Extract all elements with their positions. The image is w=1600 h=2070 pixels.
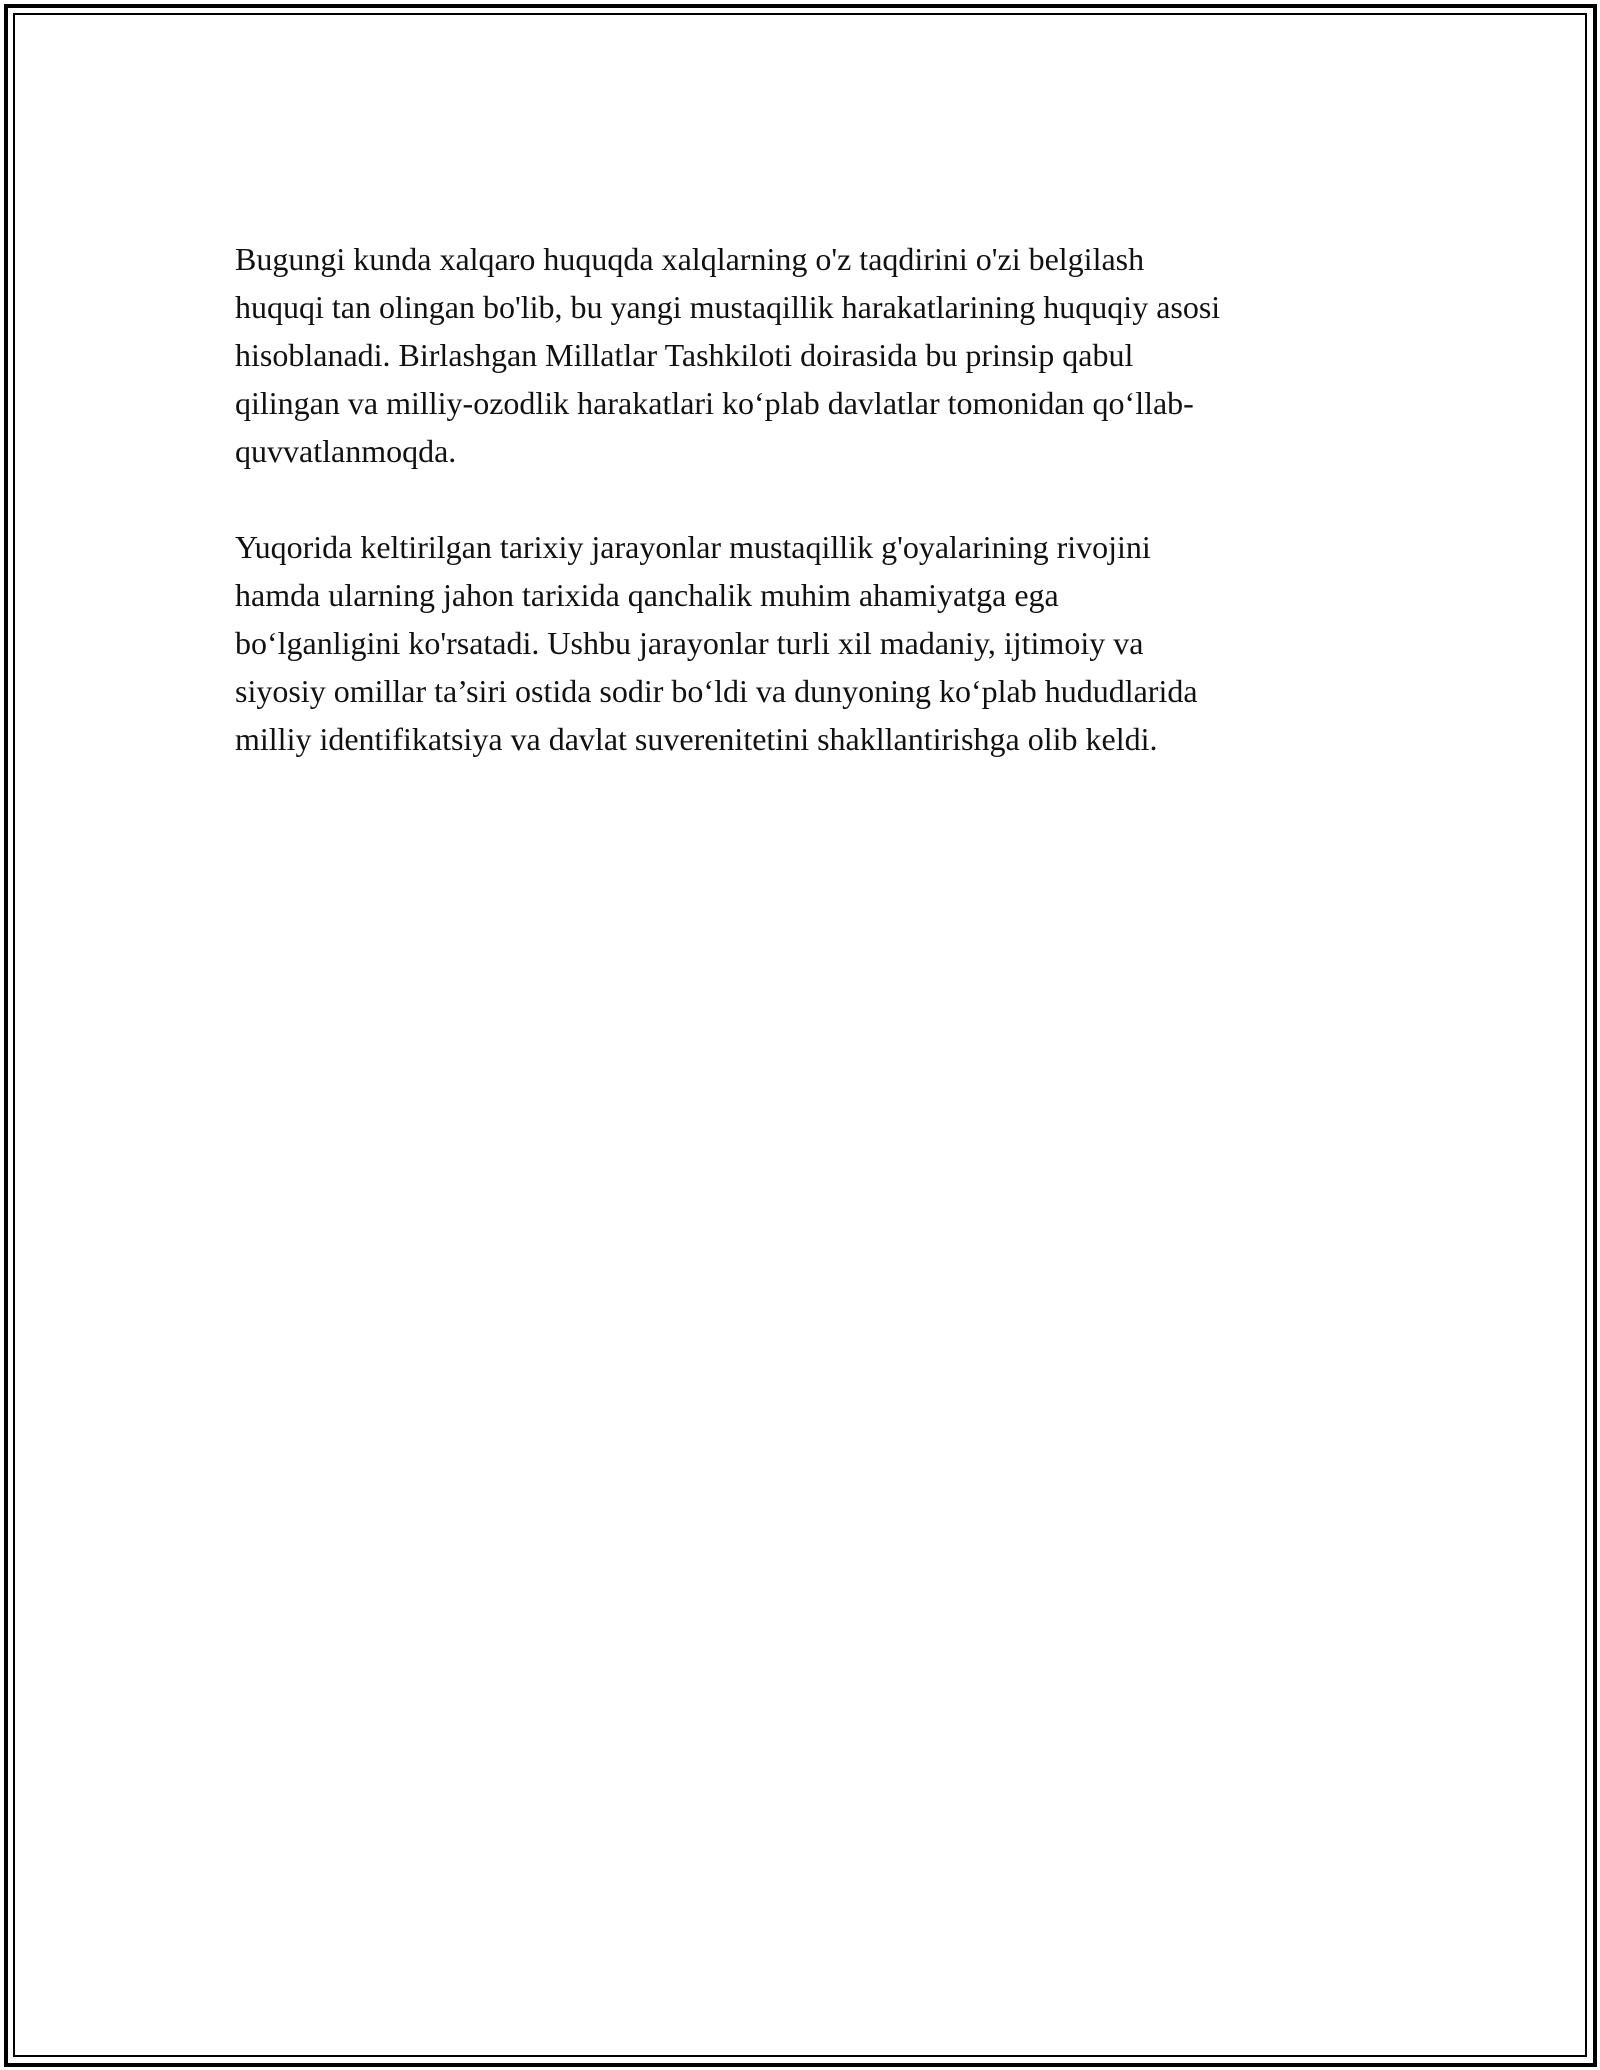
text-line: Bugungi kunda xalqaro huquqda xalqlarning o'z taqdirini o'zi belgilash bbox=[235, 241, 1145, 277]
text-line: huquqi tan olingan bo'lib, bu yangi mustaqillik harakatlarining huquqiy asosi bbox=[235, 289, 1221, 325]
text-line: bo‘lganligini ko'rsatadi. Ushbu jarayonlar turli xil madaniy, ijtimoiy va bbox=[235, 625, 1144, 661]
text-line: hisoblanadi. Birlashgan Millatlar Tashkiloti doirasida bu prinsip qabul bbox=[235, 337, 1134, 373]
paragraph-2 bbox=[235, 523, 1385, 763]
text-line: milliy identifikatsiya va davlat suverenitetini shakllantirishga olib keldi. bbox=[235, 721, 1158, 757]
text-line: hamda ularning jahon tarixida qanchalik muhim ahamiyatga ega bbox=[235, 577, 1059, 613]
text-line: qilingan va milliy-ozodlik harakatlari ko‘plab davlatlar tomonidan qo‘llab- bbox=[235, 385, 1194, 421]
text-line: siyosiy omillar ta’siri ostida sodir bo‘ldi va dunyoning ko‘plab hududlarida bbox=[235, 673, 1198, 709]
document-body bbox=[235, 235, 1385, 811]
paragraph-1 bbox=[235, 235, 1385, 475]
text-line: Yuqorida keltirilgan tarixiy jarayonlar mustaqillik g'oyalarining rivojini bbox=[235, 529, 1151, 565]
text-line: quvvatlanmoqda. bbox=[235, 433, 457, 469]
